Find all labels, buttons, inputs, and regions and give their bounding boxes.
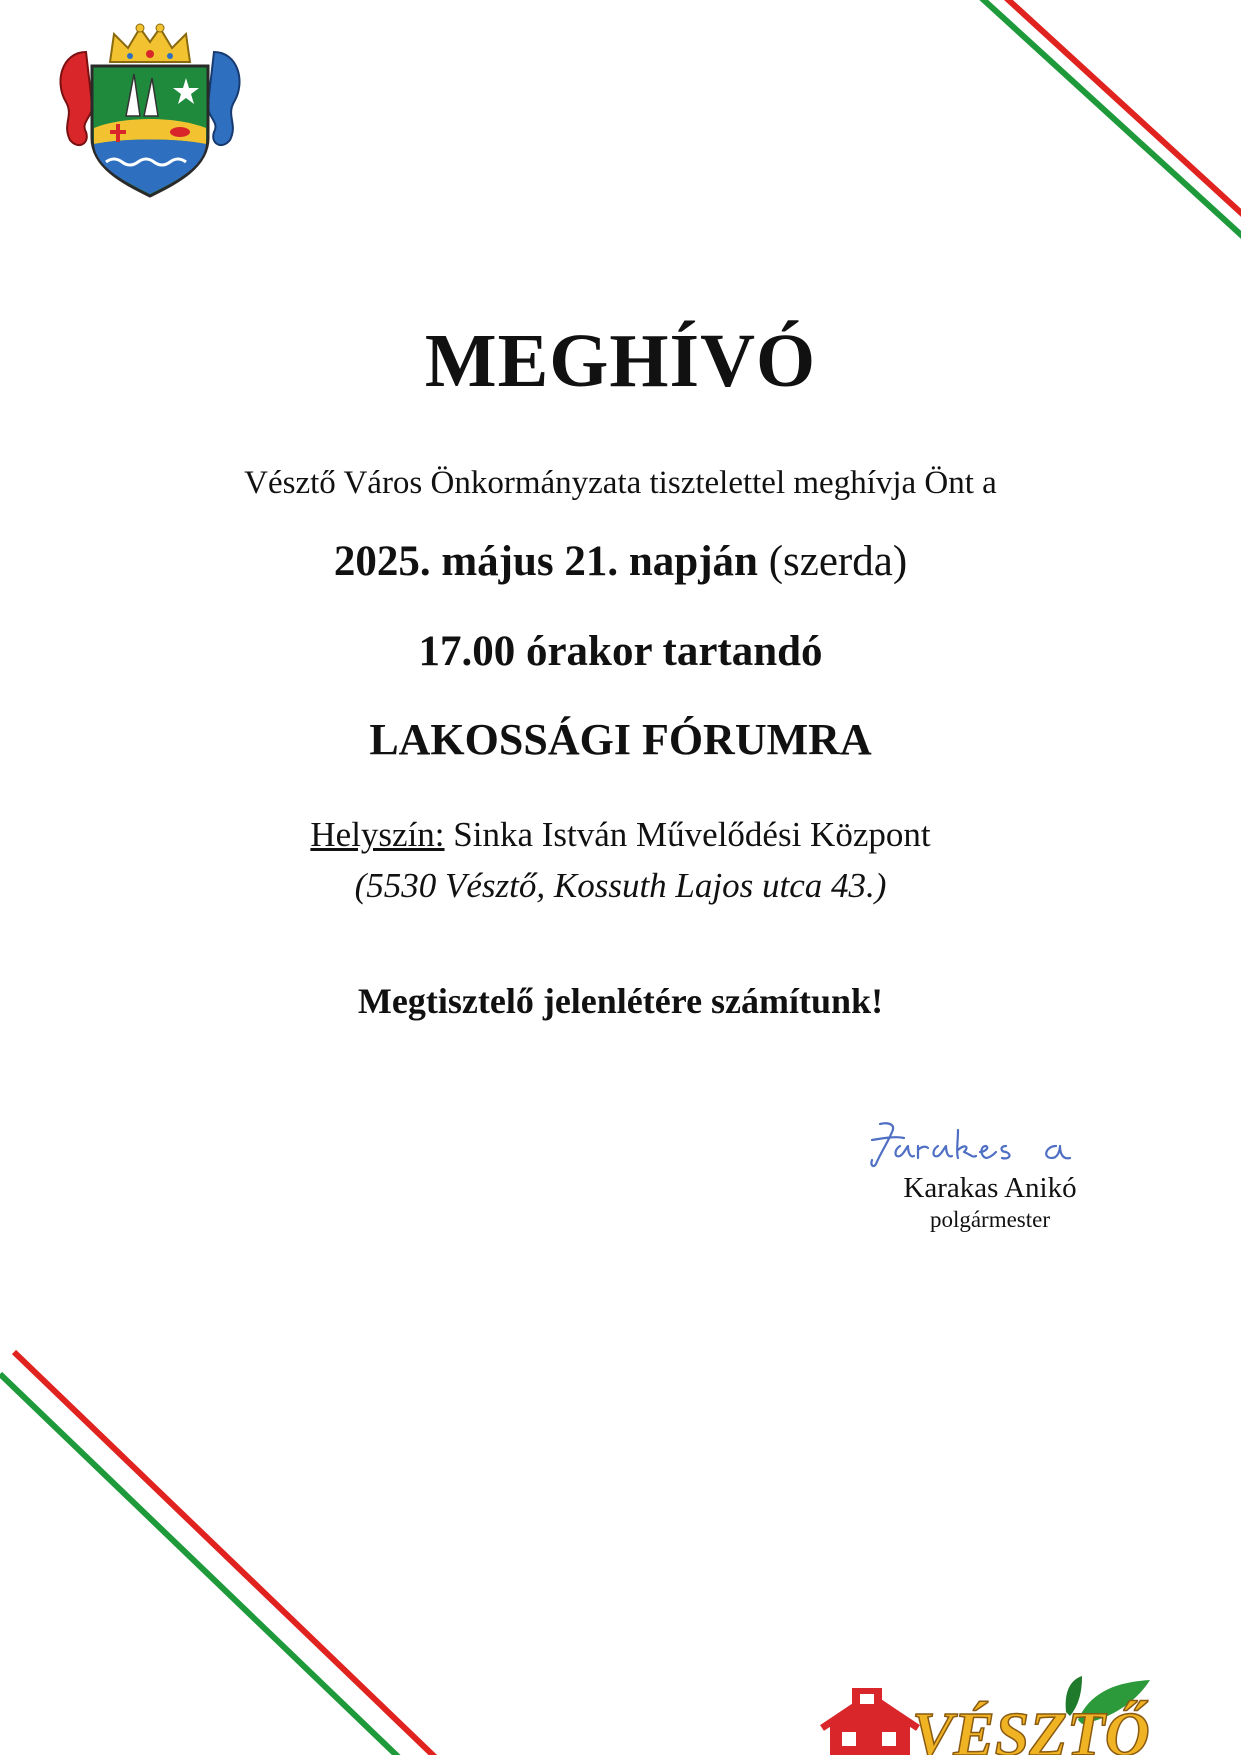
event-weekday: (szerda): [768, 538, 908, 585]
veszto-logo-icon: [820, 1672, 1160, 1755]
closing-text: Megtisztelő jelenlétére számítunk!: [357, 981, 884, 1021]
event-date: [0, 537, 1241, 586]
signature-icon: [866, 1118, 1096, 1172]
venue-label: Helyszín:: [310, 815, 445, 854]
coat-of-arms-icon: [54, 12, 246, 204]
logo-text: VÉSZTŐ: [912, 1701, 1150, 1755]
venue-address: (5530 Vésztő, Kossuth Lajos utca 43.): [354, 866, 887, 905]
event-name: LAKOSSÁGI FÓRUMRA: [369, 715, 872, 764]
signatory-name: Karakas Anikó: [903, 1172, 1077, 1204]
venue: [0, 815, 1241, 855]
venue-name: Sinka István Művelődési Központ: [453, 815, 931, 854]
event-time: 17.00 órakor tartandó: [418, 628, 823, 675]
event-date-bold: 2025. május 21. napján: [333, 538, 758, 585]
bottom-left-ribbon: [0, 1352, 438, 1755]
top-right-ribbon: [975, 0, 1241, 243]
intro-text: Vésztő Város Önkormányzata tisztelettel meghívja Önt a: [244, 465, 997, 501]
signatory-title: polgármester: [929, 1207, 1051, 1232]
page-title: MEGHÍVÓ: [424, 319, 817, 403]
